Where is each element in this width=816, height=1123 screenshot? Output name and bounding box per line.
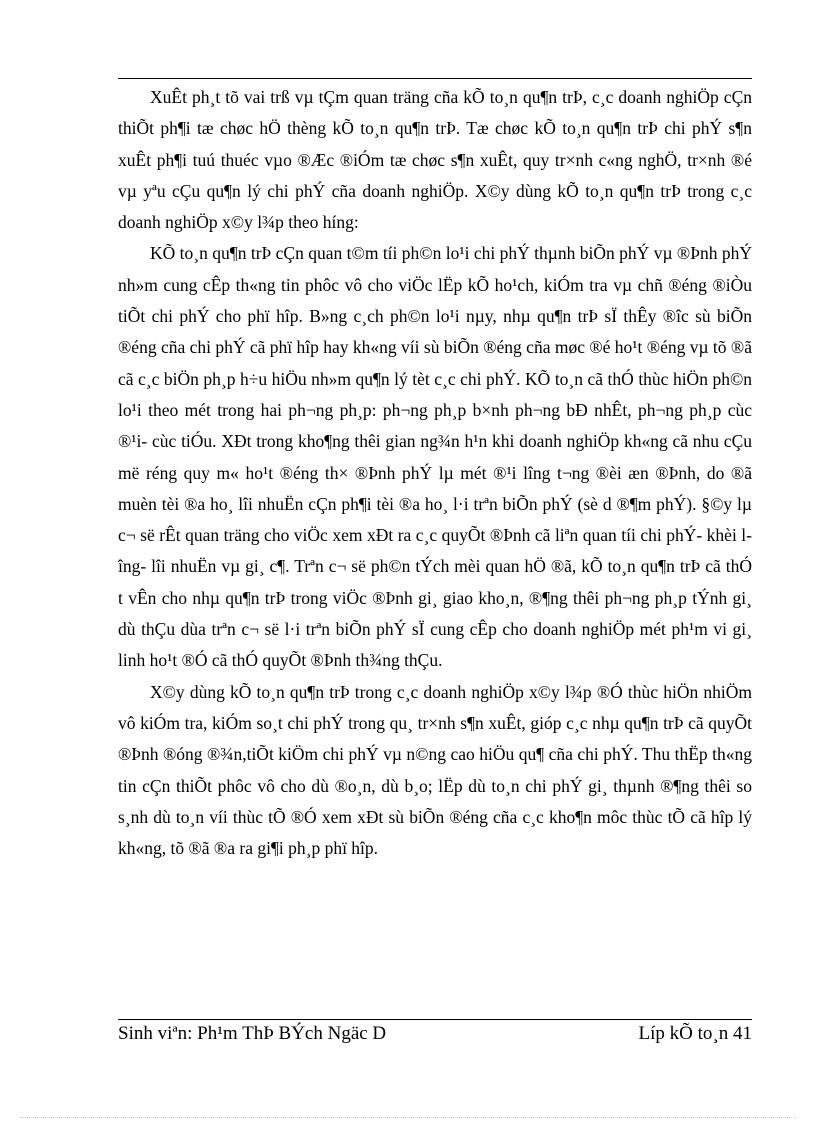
paragraph-2: KÕ to¸n qu¶n trÞ cÇn quan t©m tíi ph©n lo¹i chi phÝ thµnh biÕn phÝ vµ ®Þnh phÝ nh»m cung cÊp th«ng tin phôc vô cho viÖc lËp kÕ ho¹ch, kiÓm tra vµ chñ ®éng ®iÒu tiÕt chi phÝ cho phï hîp. B»ng c¸ch ph©n lo¹i nµy, nhµ qu¶n trÞ sÏ thÊy ®îc sù biÕn ®éng cña chi phÝ cã phï hîp hay kh«ng víi sù biÕn ®éng cña møc ®é ho¹t ®éng vµ tõ ®ã cã c¸c biÖn ph¸p h÷u hiÖu nh»m qu¶n lý tèt c¸c chi phÝ. KÕ to¸n cã thÓ thùc hiÖn ph©n lo¹i theo mét trong hai ph¬ng ph¸p: ph¬ng ph¸p b×nh ph¬ng bÐ nhÊt, ph¬ng ph¸p cùc ®¹i- cùc tiÓu. XÐt trong kho¶ng thêi gian ng¾n h¹n khi doanh nghiÖp kh«ng cã nhu cÇu më réng quy m« ho¹t ®éng th× ®Þnh phÝ lµ mét ®¹i lîng t¬ng ®èi æn ®Þnh, do ®ã muèn tèi ®a ho¸ lîi nhuËn cÇn ph¶i tèi ®a ho¸ l·i trªn biÕn phÝ (sè d ®¶m phÝ). §©y lµ c¬ së rÊt quan träng cho viÖc xem xÐt ra c¸c quyÕt ®Þnh cã liªn quan tíi chi phÝ- khèi lîng- lîi nhuËn vµ gi¸ c¶. Trªn c¬ së ph©n tÝch mèi quan hÖ ®ã, kÕ to¸n qu¶n trÞ cã thÓ t vÊn cho nhµ qu¶n trÞ trong viÖc ®Þnh gi¸ giao kho¸n, ®¶ng thêi ph¬ng ph¸p tÝnh gi¸ dù thÇu dùa trªn c¬ së l·i trªn biÕn phÝ sÏ cung cÊp cho doanh nghiÖp mét ph¹m vi gi¸ linh ho¹t ®Ó cã thÓ quyÕt ®Þnh th¾ng thÇu.: [118, 243, 752, 671]
page-edge-divider: [20, 1117, 796, 1118]
paragraph-3: X©y dùng kÕ to¸n qu¶n trÞ trong c¸c doanh nghiÖp x©y l¾p ®Ó thùc hiÖn nhiÖm vô kiÓm tra, kiÓm so¸t chi phÝ trong qu¸ tr×nh s¶n xuÊt, gióp c¸c nhµ qu¶n trÞ cã quyÕt ®Þnh ®óng ®¾n,tiÕt kiÖm chi phÝ vµ n©ng cao hiÖu qu¶ cña chi phÝ. Thu thËp th«ng tin cÇn thiÕt phôc vô cho dù ®o¸n, dù b¸o; lËp dù to¸n chi phÝ gi¸ thµnh ®¶ng thêi so s¸nh dù to¸n víi thùc tÕ ®Ó xem xÐt sù biÕn ®éng cña c¸c kho¶n môc thùc tÕ cã hîp lý kh«ng, tõ ®ã ®a ra gi¶i ph¸p phï hîp.: [118, 681, 752, 859]
footer-student-name: Sinh viªn: Ph¹m ThÞ BÝch Ngäc D: [118, 1023, 387, 1044]
footer-class-label: Líp kÕ to¸n 41: [638, 1023, 752, 1044]
body-text: [118, 82, 752, 864]
footer-rule: [118, 1019, 752, 1020]
header-rule: [118, 78, 752, 79]
paragraph-1: XuÊt ph¸t tõ vai trß vµ tÇm quan träng cña kÕ to¸n qu¶n trÞ, c¸c doanh nghiÖp cÇn thiÕt ph¶i tæ chøc hÖ thèng kÕ to¸n qu¶n trÞ. Tæ chøc kÕ to¸n qu¶n trÞ chi phÝ s¶n xuÊt ph¶i tuú thuéc vµo ®Æc ®iÓm tæ chøc s¶n xuÊt, quy tr×nh c«ng nghÖ, tr×nh ®é vµ yªu cÇu qu¶n lý chi phÝ cña doanh nghiÖp. X©y dùng kÕ to¸n qu¶n trÞ trong c¸c doanh nghiÖp x©y l¾p theo híng:: [118, 87, 752, 233]
